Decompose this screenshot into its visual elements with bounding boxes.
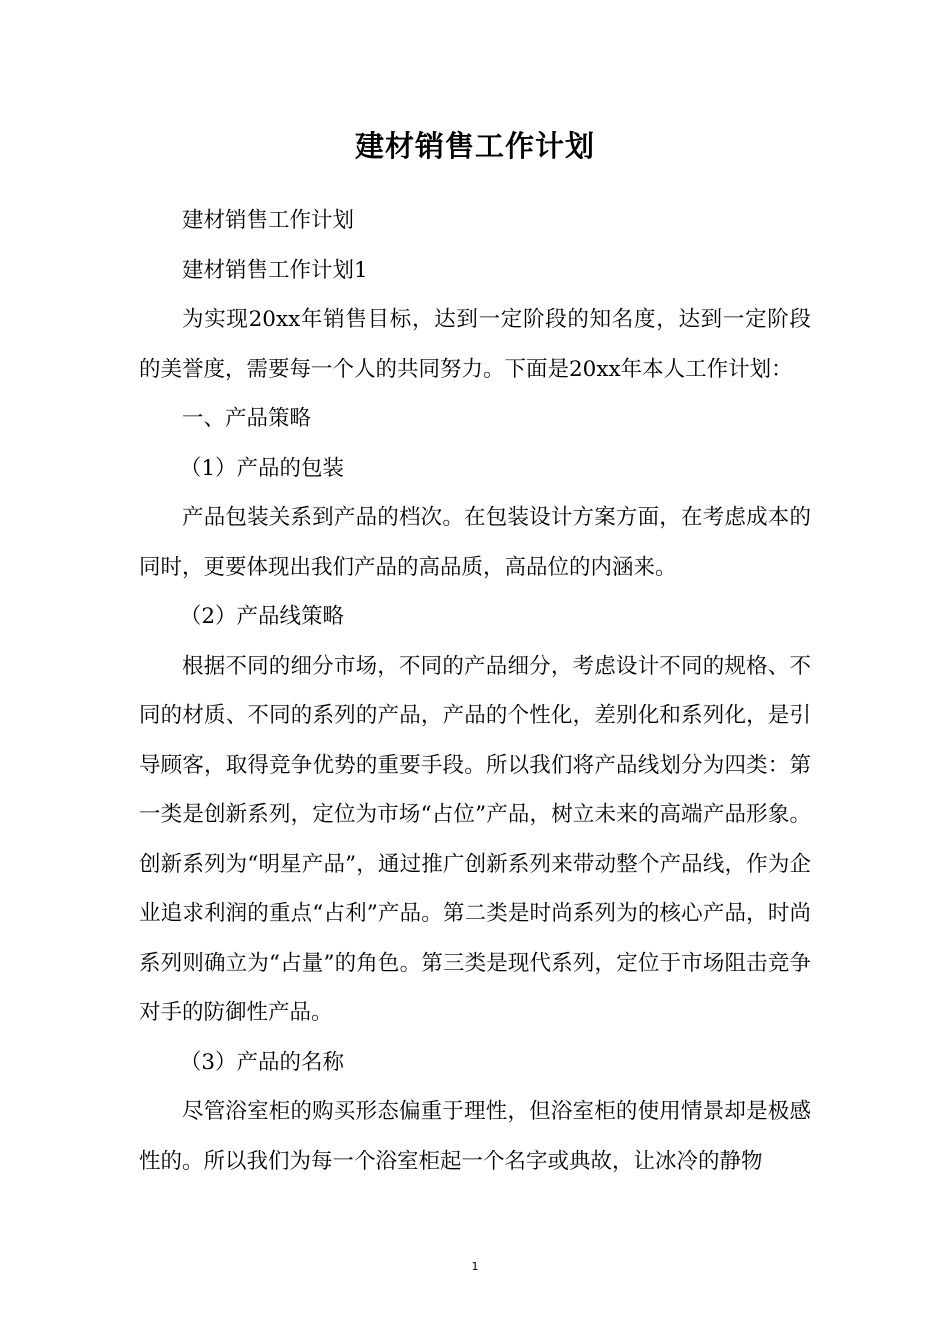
paragraph-section-heading: 建材销售工作计划1 [182, 257, 368, 283]
paragraph-intro: 为实现20xx年销售目标，达到一定阶段的知名度，达到一定阶段的美誉度，需要每一个人的共同努力。下面是20xx年本人工作计划： [139, 307, 811, 382]
paragraph-product-name: 尽管浴室柜的购买形态偏重于理性，但浴室柜的使用情景却是极感性的。所以我们为每一个浴室柜起一个名字或典故，让冰冷的静物 [139, 1099, 811, 1174]
paragraph-packaging: 产品包装关系到产品的档次。在包装设计方案方面，在考虑成本的同时，更要体现出我们产品的高品质，高品位的内涵来。 [139, 505, 811, 580]
heading-packaging: （1）产品的包装 [179, 455, 345, 481]
heading-product-line: （2）产品线策略 [179, 604, 345, 629]
page-number: 1 [471, 1260, 479, 1273]
heading-product-strategy: 一、产品策略 [182, 406, 312, 431]
document-body [139, 196, 811, 1186]
heading-product-name: （3）产品的名称 [179, 1049, 345, 1075]
paragraph-subtitle: 建材销售工作计划 [182, 208, 355, 233]
paragraph-product-line: 根据不同的细分市场，不同的产品细分，考虑设计不同的规格、不同的材质、不同的系列的产品，产品的个性化，差别化和系列化，是引导顾客，取得竞争优势的重要手段。所以我们将产品线划分为四类：第一类是创新系列，定位为市场“占位”产品，树立未来的高端产品形象。创新系列为“明星产品”，通过推广创新系列来带动整个产品线，作为企业追求利润的重点“占利”产品。第二类是时尚系列为的核心产品，时尚系列则确立为“占量”的角色。第三类是现代系列，定位于市场阻击竞争对手的防御性产品。 [139, 653, 811, 1025]
document-title: 建材销售工作计划 [354, 129, 595, 163]
